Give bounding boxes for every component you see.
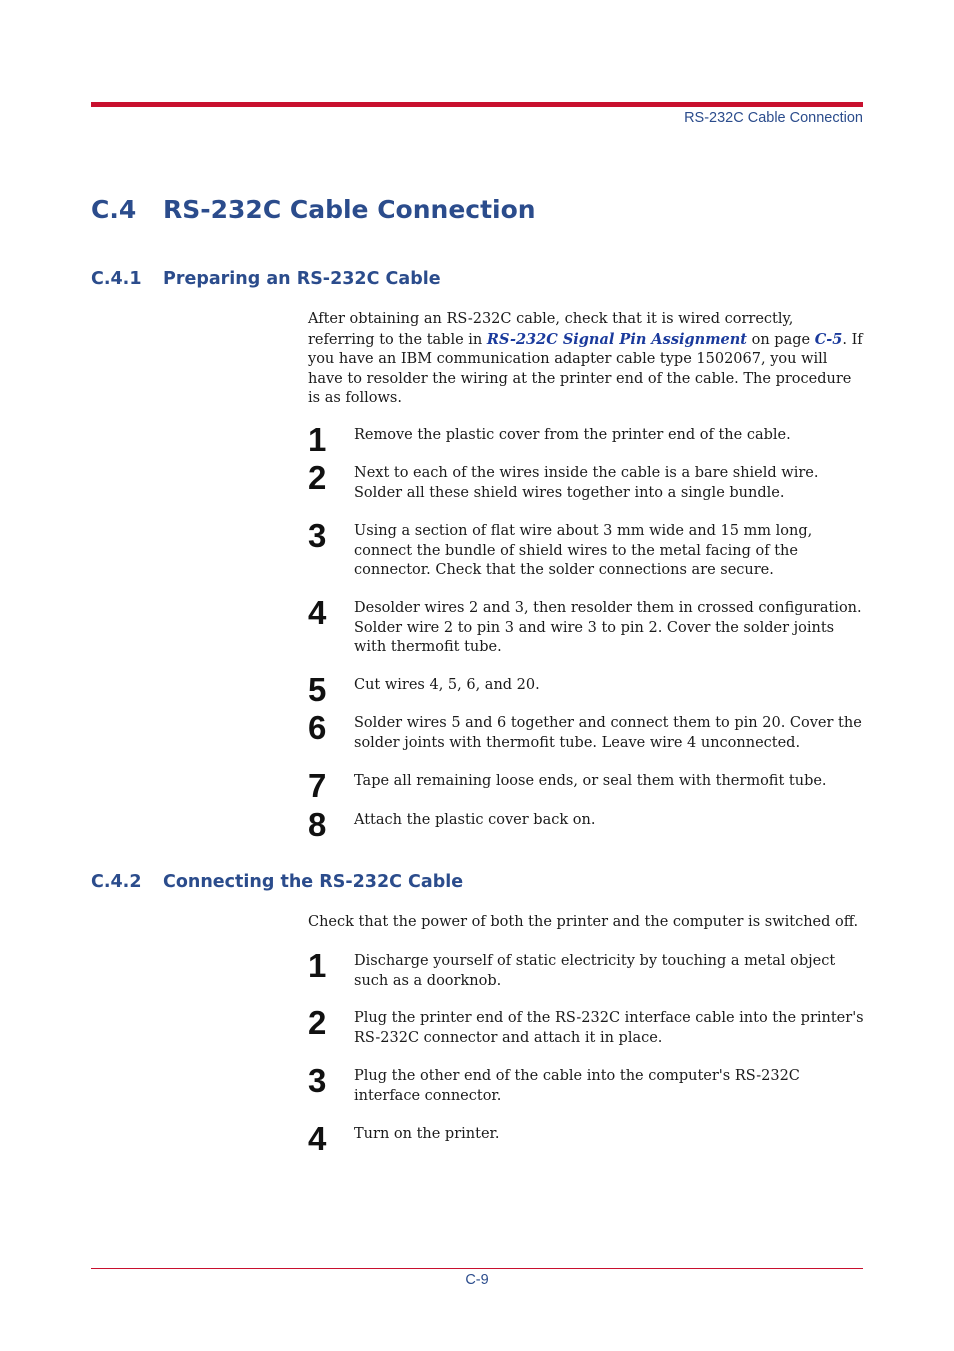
- step-number: 2: [308, 1004, 327, 1041]
- footer-rule: [91, 1268, 863, 1269]
- section-heading: [91, 195, 536, 224]
- step-number: 4: [308, 1120, 327, 1157]
- step-number: 1: [308, 947, 327, 984]
- step-number: 4: [308, 594, 327, 631]
- step-number: 7: [308, 767, 327, 804]
- subsection-heading-c42: [91, 872, 463, 892]
- subsection-number: C.4.2: [91, 872, 142, 892]
- intro-text: After obtaining an RS-232C cable, check that it is wired correctly, referring to the table in: [308, 311, 794, 348]
- page-number: C-9: [465, 1272, 489, 1288]
- section-title: RS-232C Cable Connection: [163, 195, 536, 224]
- step-text: Next to each of the wires inside the cable is a bare shield wire. Solder all these shield wires together into a single bundle.: [354, 465, 819, 501]
- running-title: RS-232C Cable Connection: [684, 110, 863, 126]
- step-number: 6: [308, 709, 327, 746]
- step-text: Using a section of flat wire about 3 mm wide and 15 mm long, connect the bundle of shield wires to the metal facing of the connector. Check that the solder connections are secure.: [354, 523, 813, 578]
- subsection-heading-c41: [91, 269, 441, 289]
- page-c5-link[interactable]: C-5: [814, 330, 843, 348]
- subsection-title: Connecting the RS-232C Cable: [163, 872, 464, 892]
- intro-text: . If you have an IBM communication adapter cable type 1502067, you will have to resolder the wiring at the printer end of the cable. The procedure is as follows.: [308, 331, 863, 406]
- intro-paragraph-c42: Check that the power of both the printer and the computer is switched off.: [308, 914, 859, 930]
- step-text: Desolder wires 2 and 3, then resolder them in crossed configuration. Solder wire 2 to pin 3 and wire 3 to pin 2. Cover the solder joints with thermofit tube.: [354, 600, 862, 655]
- step-text: Turn on the printer.: [354, 1126, 500, 1142]
- pin-assignment-link[interactable]: RS-232C Signal Pin Assignment: [486, 330, 748, 348]
- step-number: 8: [308, 806, 327, 843]
- step-text: Cut wires 4, 5, 6, and 20.: [354, 677, 540, 693]
- section-number: C.4: [91, 195, 137, 224]
- step-number: 5: [308, 671, 327, 708]
- step-number: 3: [308, 1062, 327, 1099]
- step-text: Solder wires 5 and 6 together and connect them to pin 20. Cover the solder joints with thermofit tube. Leave wire 4 unconnected.: [354, 715, 862, 751]
- subsection-number: C.4.1: [91, 269, 142, 289]
- step-text: Plug the printer end of the RS-232C interface cable into the printer's RS-232C connector and attach it in place.: [354, 1010, 864, 1046]
- header-rule: [91, 102, 863, 107]
- step-text: Discharge yourself of static electricity by touching a metal object such as a doorknob.: [354, 953, 836, 989]
- intro-text: on page: [747, 331, 815, 348]
- step-number: 2: [308, 459, 327, 496]
- step-number: 3: [308, 517, 327, 554]
- subsection-title: Preparing an RS-232C Cable: [163, 269, 441, 289]
- step-number: 1: [308, 421, 327, 458]
- step-text: Attach the plastic cover back on.: [354, 812, 596, 828]
- step-text: Tape all remaining loose ends, or seal them with thermofit tube.: [354, 773, 827, 789]
- intro-paragraph-c41: [308, 310, 863, 409]
- step-text: Plug the other end of the cable into the computer's RS-232C interface connector.: [354, 1068, 800, 1104]
- step-text: Remove the plastic cover from the printer end of the cable.: [354, 427, 791, 443]
